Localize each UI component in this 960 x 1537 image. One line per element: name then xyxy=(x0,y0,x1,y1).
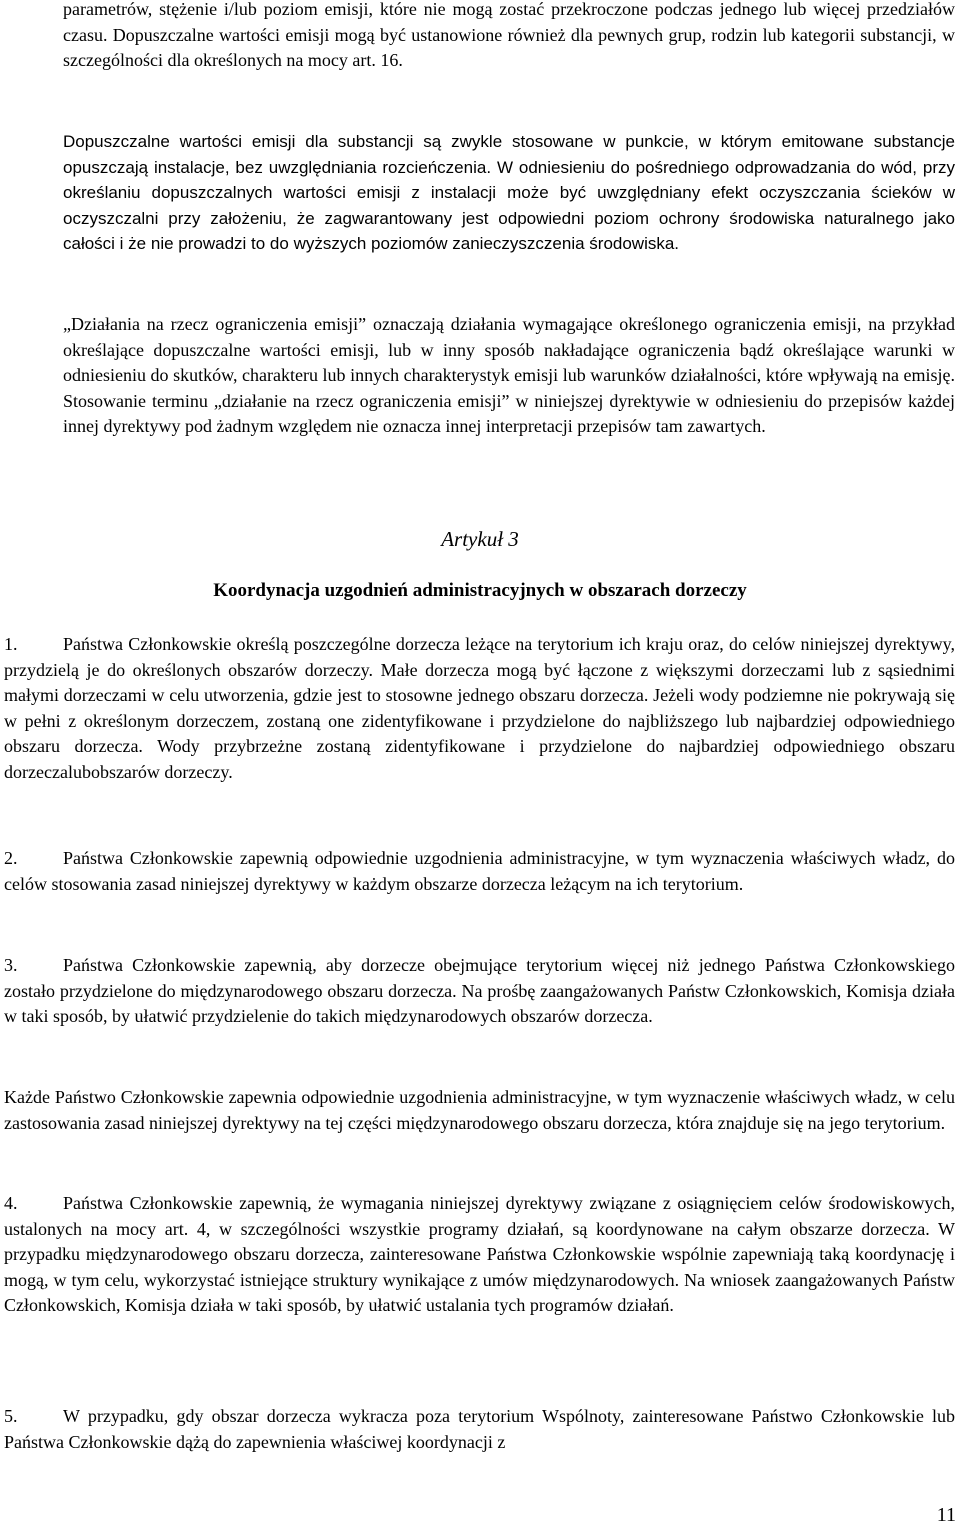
paragraph-4-number: 4. xyxy=(4,1193,18,1213)
paragraph-2-number: 2. xyxy=(4,848,18,868)
article-label-text: Artykuł 3 xyxy=(441,527,519,551)
paragraph-4 xyxy=(4,1191,955,1319)
paragraph-3-text: Państwa Członkowskie zapewnią, aby dorzecze obejmujące terytorium więcej niż jednego Państwa Członkowskiego zostało przydzielone do międzynarodowego obszaru dorzecza. Na prośbę zaangażowanych Państw Członkowskich, Komisja działa w taki sposób, by ułatwić przydzielenie do takich międzynarodowych obszarów dorzecza. xyxy=(4,955,955,1026)
paragraph-continued xyxy=(63,0,955,74)
paragraph-5-text: W przypadku, gdy obszar dorzecza wykracza poza terytorium Wspólnoty, zainteresowane Państwo Członkowskie lub Państwa Członkowskie dążą do zapewnienia właściwej koordynacji z xyxy=(4,1406,955,1452)
paragraph-5 xyxy=(4,1404,955,1455)
article-heading-text: Koordynacja uzgodnień administracyjnych w obszarach dorzeczy xyxy=(213,580,747,601)
paragraph-3-number: 3. xyxy=(4,955,18,975)
paragraph-1-number: 1. xyxy=(4,634,18,654)
definition-41-text: „Działania na rzecz ograniczenia emisji” oznaczają działania wymagające określonego ograniczenia emisji, na przykład określające dopuszczalne wartości emisji, lub w inny sposób nakładające ograniczenia bądź określające warunki w odniesieniu do skutków, charakteru lub innych charakterystyk emisji lub warunków działalności, które wpływają na emisję. Stosowanie terminu „działanie na rzecz ograniczenia emisji” w niniejszej dyrektywie w odniesieniu do przepisów każdej innej dyrektywy pod żadnym względem nie oznacza innej interpretacji przepisów tam zawartych. xyxy=(63,314,955,436)
definition-41 xyxy=(63,312,955,440)
definition-41-number xyxy=(5,312,63,338)
paragraph-1-text: Państwa Członkowskie określą poszczególne dorzecza leżące na terytorium ich kraju oraz, do celów niniejszej dyrektywy, przydzielą je do określonych obszarów dorzeczy. Małe dorzecza mogą być łączone z większymi dorzeczami lub z sąsiednimi małymi dorzeczami w celu utworzenia, gdzie jest to stosowne jednego obszaru dorzecza. Jeżeli wody podziemne nie pokrywają się w pełni z określonym dorzeczem, zostaną one zidentyfikowane i przydzielone do najbliższego lub najbardziej odpowiedniego obszaru dorzecza. Wody przybrzeżne zostaną zidentyfikowane i przydzielone do najbardziej odpowiedniego obszaru dorzeczalubobszarów dorzeczy. xyxy=(4,634,955,782)
paragraph-5-number: 5. xyxy=(4,1406,18,1426)
paragraph-emission-values xyxy=(63,129,955,257)
article-label xyxy=(0,527,960,552)
paragraph-3b-text: Każde Państwo Członkowskie zapewnia odpowiednie uzgodnienia administracyjne, w tym wyznaczenie właściwych władz, w celu zastosowania zasad niniejszej dyrektywy na tej części międzynarodowego obszaru dorzecza, która znajduje się na jego terytorium. xyxy=(4,1087,955,1133)
paragraph-3b xyxy=(4,1085,955,1136)
page-number: 11 xyxy=(936,1504,956,1526)
paragraph-4-text: Państwa Członkowskie zapewnią, że wymagania niniejszej dyrektywy związane z osiągnięciem celów środowiskowych, ustalonych na mocy art. 4, w szczególności wszystkie programy działań, są koordynowane na całym obszarze dorzecza. W przypadku międzynarodowego obszaru dorzecza, zainteresowane Państwa Członkowskie wspólnie zapewniają taką koordynację i mogą, w tym celu, wykorzystać istniejące struktury wynikające z umów międzynarodowych. Na wniosek zaangażowanych Państw Członkowskich, Komisja działa w taki sposób, by ułatwić ustalania tych programów działań. xyxy=(4,1193,955,1315)
paragraph-2-text: Państwa Członkowskie zapewnią odpowiednie uzgodnienia administracyjne, w tym wyznaczenia właściwych władz, do celów stosowania zasad niniejszej dyrektywy w każdym obszarze dorzecza leżącym na ich terytorium. xyxy=(4,848,955,894)
paragraph-3 xyxy=(4,953,955,1030)
paragraph-continued-text: parametrów, stężenie i/lub poziom emisji, które nie mogą zostać przekroczone podczas jednego lub więcej przedziałów czasu. Dopuszczalne wartości emisji mogą być ustanowione również dla pewnych grup, rodzin lub kategorii substancji, w szczególności dla określonych na mocy art. 16. xyxy=(63,0,955,70)
paragraph-emission-values-text: Dopuszczalne wartości emisji dla substancji są zwykle stosowane w punkcie, w którym emitowane substancje opuszczają instalacje, bez uwzględniania rozcieńczenia. W odniesieniu do pośredniego odprowadzania do wód, przy określaniu dopuszczalnych wartości emisji z instalacji może być uwzględniany efekt oczyszczania ścieków w oczyszczalni przy założeniu, że zagwarantowany jest odpowiedni poziom ochrony środowiska naturalnego jako całości i że nie prowadzi to do wyższych poziomów zanieczyszczenia środowiska. xyxy=(63,132,955,253)
paragraph-2 xyxy=(4,846,955,897)
article-heading xyxy=(0,580,960,602)
paragraph-1 xyxy=(4,632,955,785)
